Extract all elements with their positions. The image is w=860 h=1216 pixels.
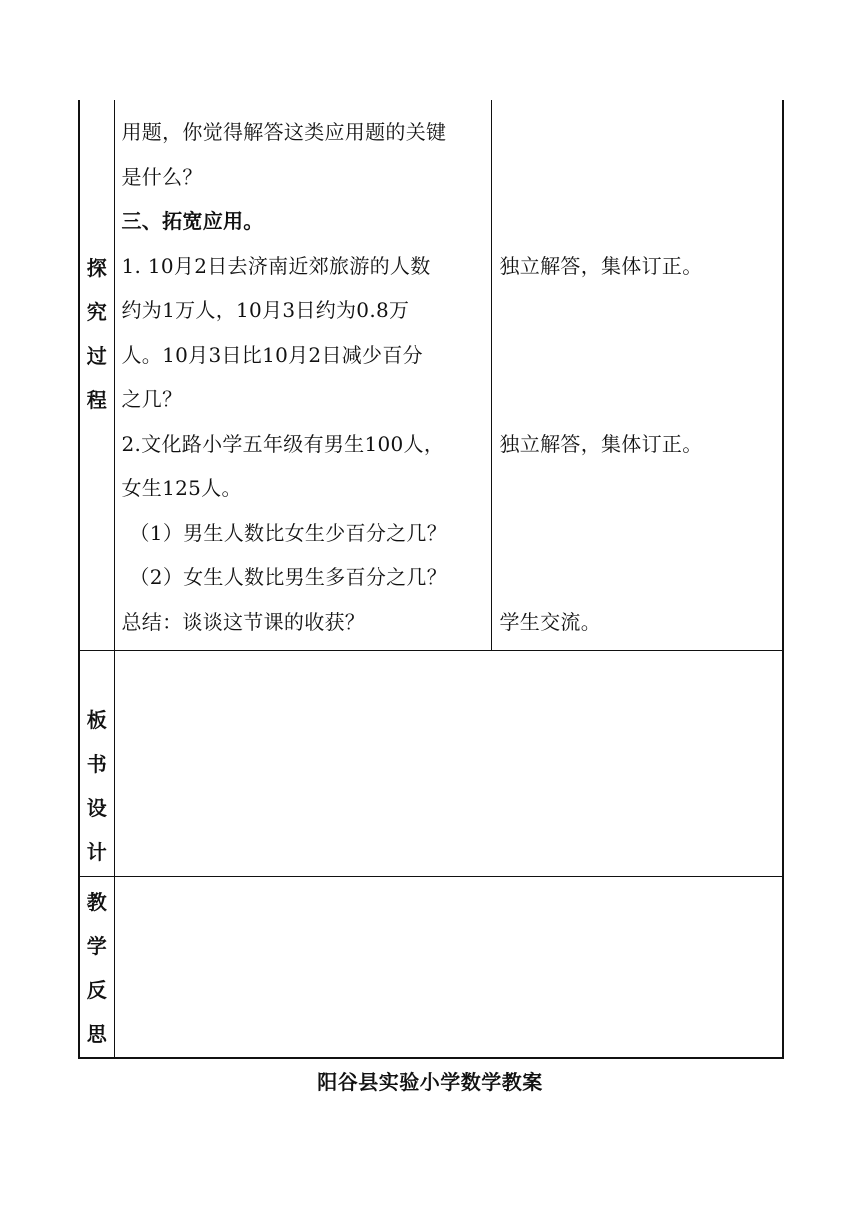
board-design-label-cell [79,651,114,877]
process-content-cell [114,100,491,651]
process-label-char: 过 [86,344,107,368]
footer-title: 阳谷县实验小学数学教案 [317,1070,543,1094]
process-label-char: 探 [86,256,107,280]
reflection-label-char: 反 [86,978,107,1002]
reflection-row [79,877,783,1058]
process-label-cell [79,100,114,651]
content-line: 是什么？ [121,164,203,189]
lesson-plan-table [78,100,784,1059]
board-design-row [79,651,783,877]
reflection-label-char: 教 [86,890,107,914]
process-label-char: 究 [86,300,107,324]
content-line: （2）女生人数比男生多百分之几？ [129,565,448,589]
content-line: 之几？ [121,387,183,411]
activity-summary: 学生交流。 [499,609,601,634]
activity-q2: 独立解答，集体订正。 [499,431,703,456]
process-label-char: 程 [86,388,107,412]
content-line: 1. 10月2日去济南近郊旅游的人数 [121,253,431,278]
reflection-label-char: 学 [86,934,107,958]
board-label-char: 设 [86,796,107,820]
reflection-content-cell [114,877,783,1058]
board-design-content-cell [114,651,783,877]
board-label-char: 板 [86,708,107,732]
student-activity-cell [491,100,783,651]
section-heading: 三、拓宽应用。 [121,209,264,233]
board-label-char: 书 [86,752,107,776]
content-line: （1）男生人数比女生少百分之几？ [129,520,448,545]
reflection-label-cell [79,877,114,1058]
board-label-char: 计 [86,840,107,864]
content-line: 女生125人。 [121,476,242,500]
content-line: 2.文化路小学五年级有男生100人， [121,431,445,456]
content-line: 约为1万人，10月3日约为0.8万 [121,298,410,322]
reflection-label-char: 思 [86,1022,107,1046]
activity-q1: 独立解答，集体订正。 [499,253,703,278]
summary-line: 总结：谈谈这节课的收获？ [121,609,366,634]
content-line: 人。10月3日比10月2日减少百分 [121,342,423,367]
process-row [79,100,783,651]
content-line: 用题，你觉得解答这类应用题的关键 [121,120,447,144]
